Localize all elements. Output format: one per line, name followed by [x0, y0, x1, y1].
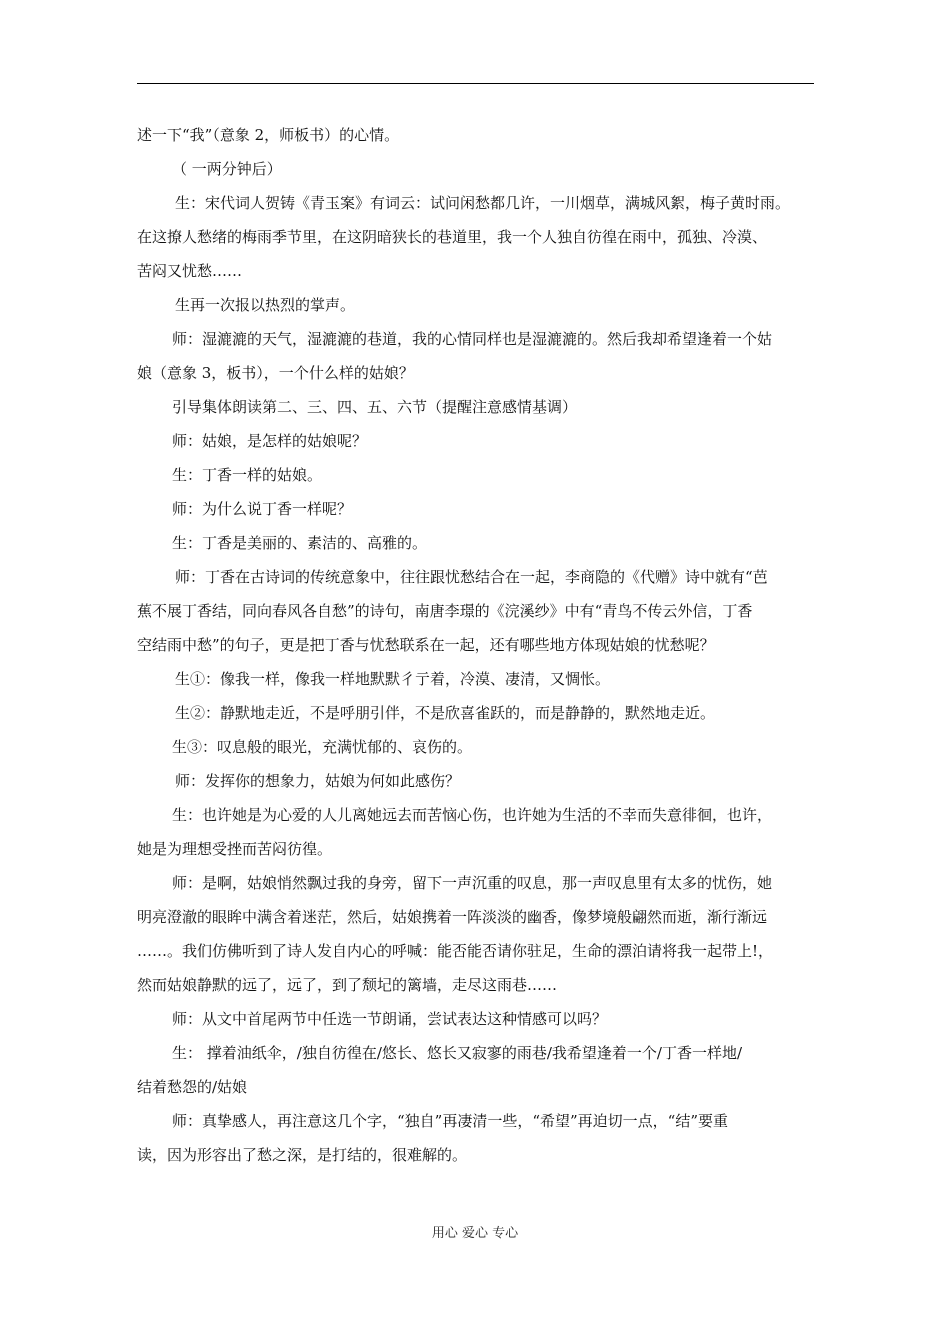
header-rule: [137, 83, 814, 84]
paragraph-line: 明亮澄澈的眼眸中满含着迷茫，然后，姑娘携着一阵淡淡的幽香，像梦境般翩然而逝，渐行渐远: [137, 908, 768, 926]
paragraph-line: ……。我们仿佛听到了诗人发自内心的呼喊：能否能否请你驻足，生命的漂泊请将我一起带上!，: [137, 942, 774, 960]
paragraph-line: 生：丁香一样的姑娘。: [172, 466, 323, 484]
paragraph-line: 述一下“我”（意象 2，师板书）的心情。: [137, 126, 400, 144]
paragraph-line: （ 一两分钟后）: [172, 160, 282, 178]
paragraph-line: 生： 撑着油纸伞，/独自彷徨在/悠长、悠长又寂寥的雨巷/我希望逢着一个/丁香一样地/: [172, 1044, 743, 1062]
paragraph-line: 苦闷又忧愁……: [137, 262, 243, 280]
paragraph-line: 她是为理想受挫而苦闷彷徨。: [137, 840, 333, 858]
paragraph-line: 在这撩人愁绪的梅雨季节里，在这阴暗狭长的巷道里，我一个人独自彷徨在雨中，孤独、冷漠、: [137, 228, 768, 246]
paragraph-line: 师：发挥你的想象力，姑娘为何如此感伤？: [175, 772, 461, 790]
paragraph-line: 生③：叹息般的眼光，充满忧郁的、哀伤的。: [172, 738, 473, 756]
paragraph-line: 生：宋代词人贺铸《青玉案》有词云：试问闲愁都几许，一川烟草，满城风絮，梅子黄时雨。: [175, 194, 791, 212]
page-footer: 用心 爱心 专心: [431, 1226, 519, 1241]
paragraph-line: 空结雨中愁”的句子，更是把丁香与忧愁联系在一起，还有哪些地方体现姑娘的忧愁呢？: [137, 636, 715, 654]
paragraph-line: 蕉不展丁香结，同向春风各自愁”的诗句，南唐李璟的《浣溪纱》中有“青鸟不传云外信，丁香: [137, 602, 753, 620]
paragraph-line: 师：是啊，姑娘悄然飘过我的身旁，留下一声沉重的叹息，那一声叹息里有太多的忧伤，她: [172, 874, 773, 892]
paragraph-line: 结着愁怨的/姑娘: [137, 1078, 248, 1096]
document-body: [137, 118, 814, 1172]
paragraph-line: 师：为什么说丁香一样呢？: [172, 500, 353, 518]
paragraph-line: 娘（意象 3，板书），一个什么样的姑娘？: [137, 364, 414, 382]
paragraph-line: 生再一次报以热烈的掌声。: [175, 296, 356, 314]
paragraph-line: 生：丁香是美丽的、素洁的、高雅的。: [172, 534, 428, 552]
paragraph-line: 师：真挚感人，再注意这几个字，“独自”再凄清一些，“希望”再迫切一点，“结”要重: [172, 1112, 729, 1130]
paragraph-line: 引导集体朗读第二、三、四、五、六节（提醒注意感情基调）: [172, 398, 578, 416]
paragraph-line: 师：从文中首尾两节中任选一节朗诵，尝试表达这种情感可以吗？: [172, 1010, 608, 1028]
paragraph-line: 师：湿漉漉的天气，湿漉漉的巷道，我的心情同样也是湿漉漉的。然后我却希望逢着一个姑: [172, 330, 773, 348]
paragraph-line: 师：姑娘，是怎样的姑娘呢？: [172, 432, 368, 450]
paragraph-line: 师：丁香在古诗词的传统意象中，往往跟忧愁结合在一起，李商隐的《代赠》诗中就有“芭: [175, 568, 768, 586]
paragraph-line: 生：也许她是为心爱的人儿离她远去而苦恼心伤，也许她为生活的不幸而失意徘徊，也许，: [172, 806, 773, 824]
paragraph-line: 然而姑娘静默的远了，远了，到了颓圮的篱墙，走尽这雨巷……: [137, 976, 558, 994]
paragraph-line: 读，因为形容出了愁之深，是打结的，很难解的。: [137, 1146, 468, 1164]
paragraph-line: 生②：静默地走近，不是呼朋引伴，不是欣喜雀跃的，而是静静的，默然地走近。: [175, 704, 716, 722]
paragraph-line: 生①：像我一样，像我一样地默默彳亍着，冷漠、凄清，又惆怅。: [175, 670, 611, 688]
